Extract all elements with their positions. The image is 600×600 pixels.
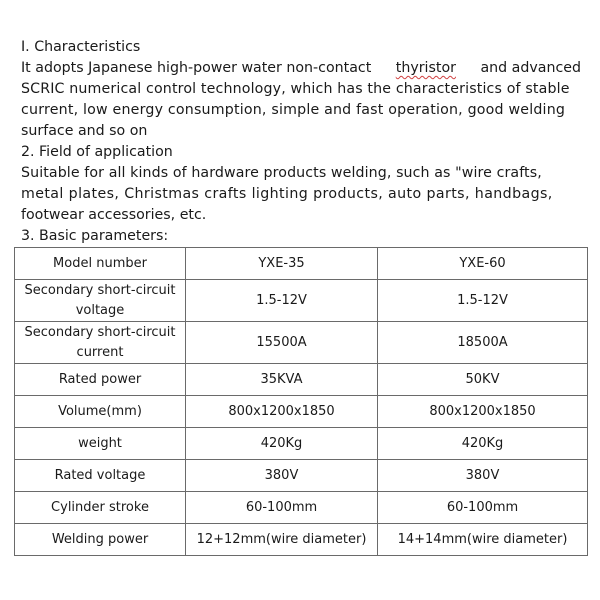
characteristics-text-before: It adopts Japanese high-power water non-contact bbox=[21, 60, 372, 76]
yxe-60-value: 1.5-12V bbox=[378, 280, 588, 322]
table-header-row bbox=[15, 248, 588, 280]
characteristics-heading: I. Characteristics bbox=[21, 39, 141, 55]
row-label-line-2: current bbox=[76, 344, 124, 360]
row-label-line-1: Secondary short-circuit bbox=[24, 282, 176, 298]
header-cell-model-number: Model number bbox=[15, 248, 186, 280]
table-row bbox=[15, 428, 588, 460]
row-label bbox=[15, 322, 186, 364]
yxe-35-value: 420Kg bbox=[186, 428, 378, 460]
table-row bbox=[15, 322, 588, 364]
row-label: weight bbox=[15, 428, 186, 460]
yxe-60-value: 18500A bbox=[378, 322, 588, 364]
yxe-35-value: 12+12mm(wire diameter) bbox=[186, 524, 378, 556]
row-label: Cylinder stroke bbox=[15, 492, 186, 524]
parameters-heading: 3. Basic parameters: bbox=[21, 228, 169, 244]
yxe-60-value: 420Kg bbox=[378, 428, 588, 460]
application-text-line-1: Suitable for all kinds of hardware products welding, such as "wire crafts, bbox=[21, 165, 542, 181]
yxe-60-value: 14+14mm(wire diameter) bbox=[378, 524, 588, 556]
header-cell-yxe-60: YXE-60 bbox=[378, 248, 588, 280]
application-text-line-3: footwear accessories, etc. bbox=[21, 207, 207, 223]
yxe-60-value: 50KV bbox=[378, 364, 588, 396]
header-cell-yxe-35: YXE-35 bbox=[186, 248, 378, 280]
yxe-60-value: 60-100mm bbox=[378, 492, 588, 524]
basic-parameters-table bbox=[14, 247, 588, 556]
row-label: Welding power bbox=[15, 524, 186, 556]
row-label-line-1: Secondary short-circuit bbox=[24, 324, 176, 340]
yxe-35-value: 380V bbox=[186, 460, 378, 492]
characteristics-text-line-3: current, low energy consumption, simple and fast operation, good welding bbox=[21, 102, 566, 118]
table-row bbox=[15, 492, 588, 524]
yxe-35-value: 1.5-12V bbox=[186, 280, 378, 322]
yxe-60-value: 800x1200x1850 bbox=[378, 396, 588, 428]
yxe-60-value: 380V bbox=[378, 460, 588, 492]
row-label-line-2: voltage bbox=[75, 302, 125, 318]
table-row bbox=[15, 364, 588, 396]
table-row bbox=[15, 396, 588, 428]
row-label bbox=[15, 280, 186, 322]
application-text-line-2: metal plates, Christmas crafts lighting products, auto parts, handbags, bbox=[21, 186, 553, 202]
characteristics-text-after: and advanced bbox=[480, 60, 581, 76]
yxe-35-value: 800x1200x1850 bbox=[186, 396, 378, 428]
yxe-35-value: 60-100mm bbox=[186, 492, 378, 524]
row-label: Rated voltage bbox=[15, 460, 186, 492]
table-row bbox=[15, 280, 588, 322]
yxe-35-value: 15500A bbox=[186, 322, 378, 364]
table-row bbox=[15, 524, 588, 556]
row-label: Volume(mm) bbox=[15, 396, 186, 428]
spellcheck-marked-word: thyristor bbox=[395, 60, 456, 76]
document-body bbox=[21, 37, 581, 247]
table-row bbox=[15, 460, 588, 492]
characteristics-text-line-2: SCRIC numerical control technology, which has the characteristics of stable bbox=[21, 81, 570, 97]
yxe-35-value: 35KVA bbox=[186, 364, 378, 396]
application-heading: 2. Field of application bbox=[21, 144, 173, 160]
row-label: Rated power bbox=[15, 364, 186, 396]
characteristics-text-line-1 bbox=[21, 58, 581, 79]
characteristics-text-line-4: surface and so on bbox=[21, 123, 148, 139]
